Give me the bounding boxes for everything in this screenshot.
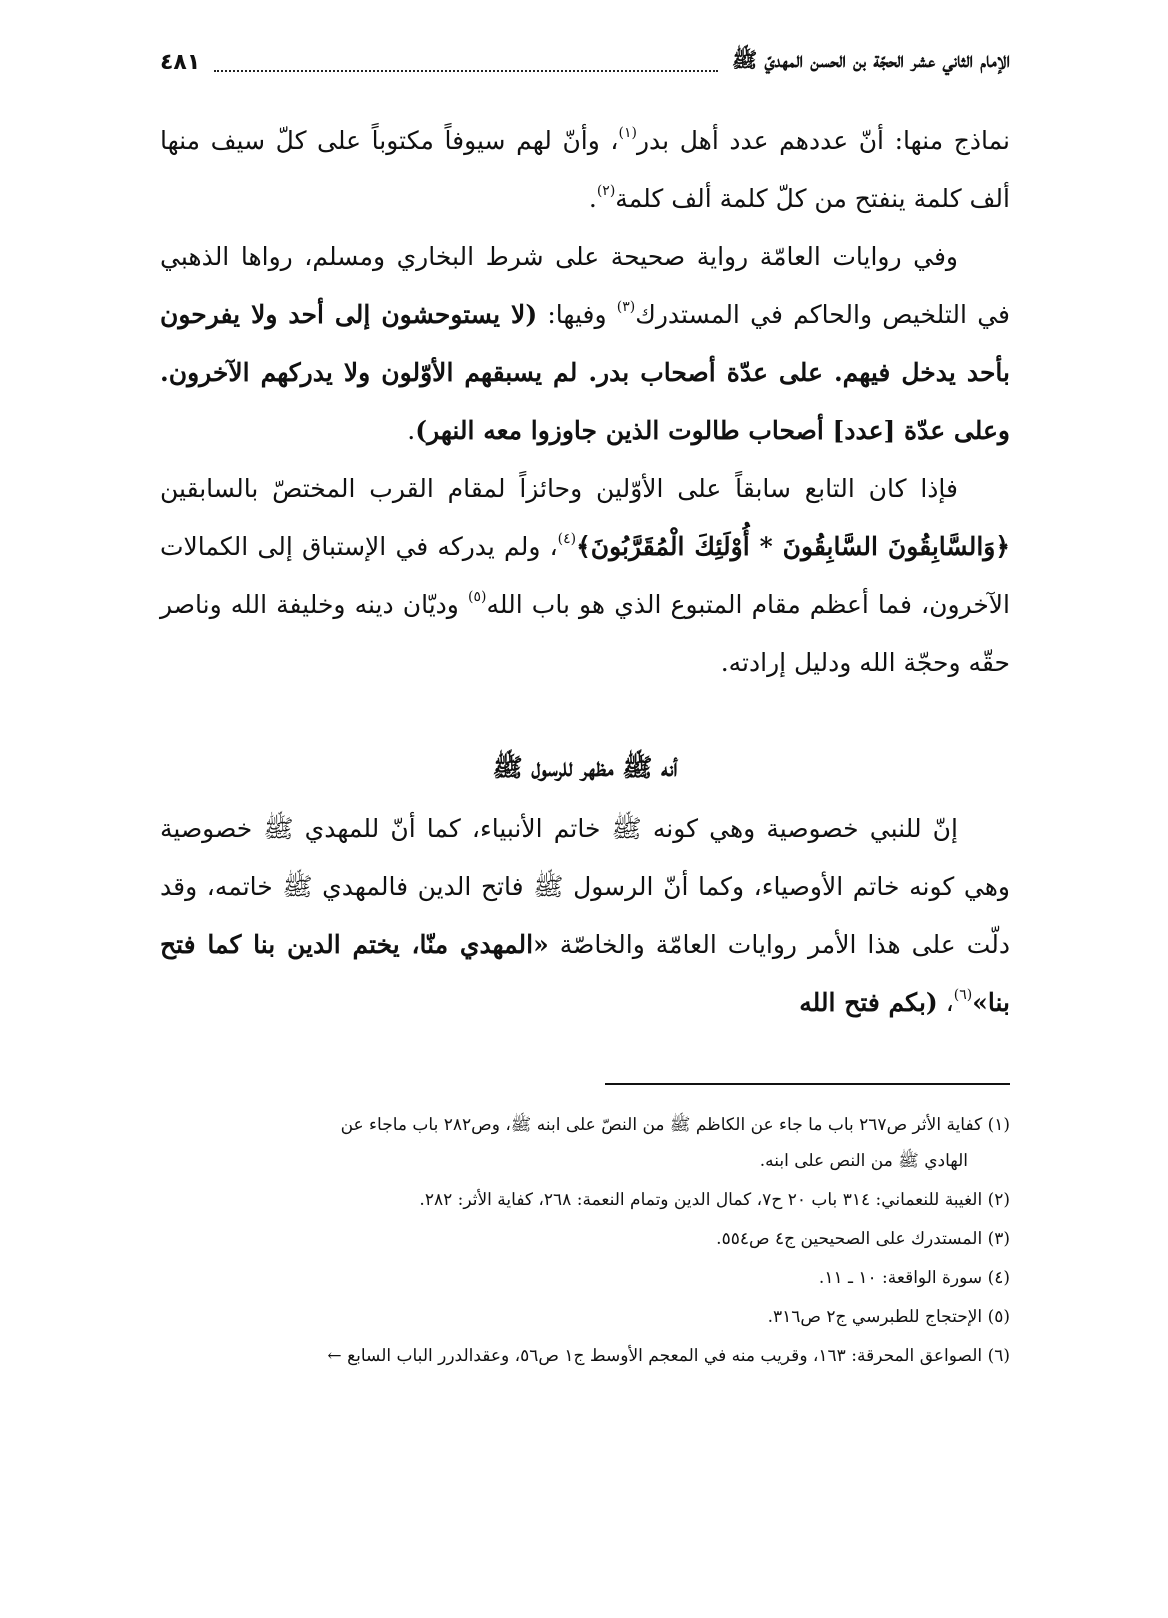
footnote-ref: (٥) [467, 589, 487, 605]
footnote-text: الإحتجاج للطبرسي ج٢ ص٣١٦. [767, 1307, 983, 1327]
main-text-upper [160, 112, 1010, 692]
footnote-text: الغيبة للنعماني: ٣١٤ باب ٢٠ ح٧، كمال الدين وتمام النعمة: ٢٦٨، كفاية الأثر: ٢٨٢. [419, 1190, 983, 1210]
footnote-5 [160, 1299, 1010, 1335]
text-span: ، وأنّ لهم سيوفاً مكتوباً على كلّ سيف منها ألف كلمة ينفتح من كلّ كلمة ألف كلمة [160, 126, 1010, 213]
footnote-ref: (٢) [596, 183, 616, 199]
footnote-number: (٥) [987, 1307, 1010, 1327]
footnote-number: (٦) [987, 1346, 1010, 1366]
hadith-quote: (لا يستوحشون إلى أحد ولا يفرحون بأحد يدخل فيهم. على عدّة أصحاب بدر. لم يسبقهم الأوّلون ولا يدركهم الآخرون. وعلى عدّة [عدد] أصحاب طالوت الذين جاوزوا معه النهر) [160, 300, 1010, 445]
footnote-separator [605, 1083, 1010, 1085]
running-header [160, 44, 1010, 80]
footnote-number: (٢) [987, 1190, 1010, 1210]
text-span: إنّ للنبي خصوصية وهي كونه ﷺ خاتم الأنبياء، كما أنّ للمهدي ﷺ خصوصية وهي كونه خاتم الأوصياء، وكما أنّ الرسول ﷺ فاتح الدين فالمهدي ﷺ خاتمه، وقد دلّت على هذا الأمر روايات العامّة والخاصّة [160, 814, 1011, 959]
text-span: وفيها: [537, 300, 617, 329]
text-span: ، ولم يدركه في الإستباق إلى الكمالات الآخرون، فما أعظم مقام المتبوع الذي هو باب الله [160, 532, 1010, 619]
hadith-quote: «المهدي منّا، يختم الدين بنا كما فتح بنا» [160, 930, 1010, 1017]
footnote-ref: (٦) [953, 987, 973, 1003]
section-heading: أنه ﷺ مظهر للرسول ﷺ [492, 753, 678, 782]
footnote-number: (١) [987, 1115, 1010, 1135]
quran-verse: ﴿وَالسَّابِقُونَ السَّابِقُونَ * أُوْلَئِكَ الْمُقَرَّبُونَ﴾ [576, 532, 1010, 561]
running-title: الإمام الثاني عشر الحجّة بن الحسن المهديّ ﷺ [731, 46, 1010, 72]
text-span: . [588, 184, 597, 213]
paragraph-1 [160, 112, 1010, 228]
footnote-text: المستدرك على الصحيحين ج٤ ص٥٥٤. [716, 1229, 983, 1249]
main-text-lower [160, 800, 1010, 1032]
footnote-3 [160, 1221, 1010, 1257]
paragraph-3 [160, 460, 1010, 692]
footnote-number: (٤) [987, 1268, 1010, 1288]
footnote-ref: (٤) [557, 531, 577, 547]
text-span: . [407, 416, 416, 445]
footnote-6 [160, 1338, 1010, 1374]
text-span: نماذج منها: أنّ عددهم عدد أهل بدر [636, 126, 1010, 155]
footnote-text: سورة الواقعة: ١٠ ـ ١١. [818, 1268, 983, 1288]
footnote-2 [160, 1182, 1010, 1218]
footnote-ref: (١) [618, 125, 637, 141]
paragraph-4 [160, 800, 1010, 1032]
text-span: ، [937, 988, 954, 1017]
footnotes [160, 1107, 1010, 1377]
text-span: وديّان دينه وخليفة الله وناصر حقّه وحجّة الله ودليل إرادته. [160, 590, 1010, 677]
text-span: فإذا كان التابع سابقاً على الأوّلين وحائزاً لمقام القرب المختصّ بالسابقين [160, 474, 958, 503]
leader-dots [214, 52, 718, 72]
hadith-quote-continued: (بكم فتح الله [799, 988, 938, 1017]
footnote-4 [160, 1260, 1010, 1296]
paragraph-2 [160, 228, 1010, 460]
footnote-text: الصواعق المحرقة: ١٦٣، وقريب منه في المعجم الأوسط ج١ ص٥٦، وعقدالدرر الباب السابع ← [327, 1346, 983, 1366]
footnote-1 [160, 1107, 1010, 1179]
footnote-ref: (٣) [616, 299, 636, 315]
footnote-text-continued: الهادي ﷺ من النص على ابنه. [759, 1151, 968, 1171]
book-page [160, 0, 1010, 1618]
text-span: وفي روايات العامّة رواية صحيحة على شرط البخاري ومسلم، رواها الذهبي في التلخيص والحاكم في المستدرك [160, 242, 1010, 329]
footnote-number: (٣) [987, 1229, 1010, 1249]
page-number: ٤٨١ [160, 49, 201, 75]
footnote-text: كفاية الأثر ص٢٦٧ باب ما جاء عن الكاظم ﷺ من النصّ على ابنه ﷺ، وص٢٨٢ باب ماجاء عن [340, 1115, 983, 1135]
